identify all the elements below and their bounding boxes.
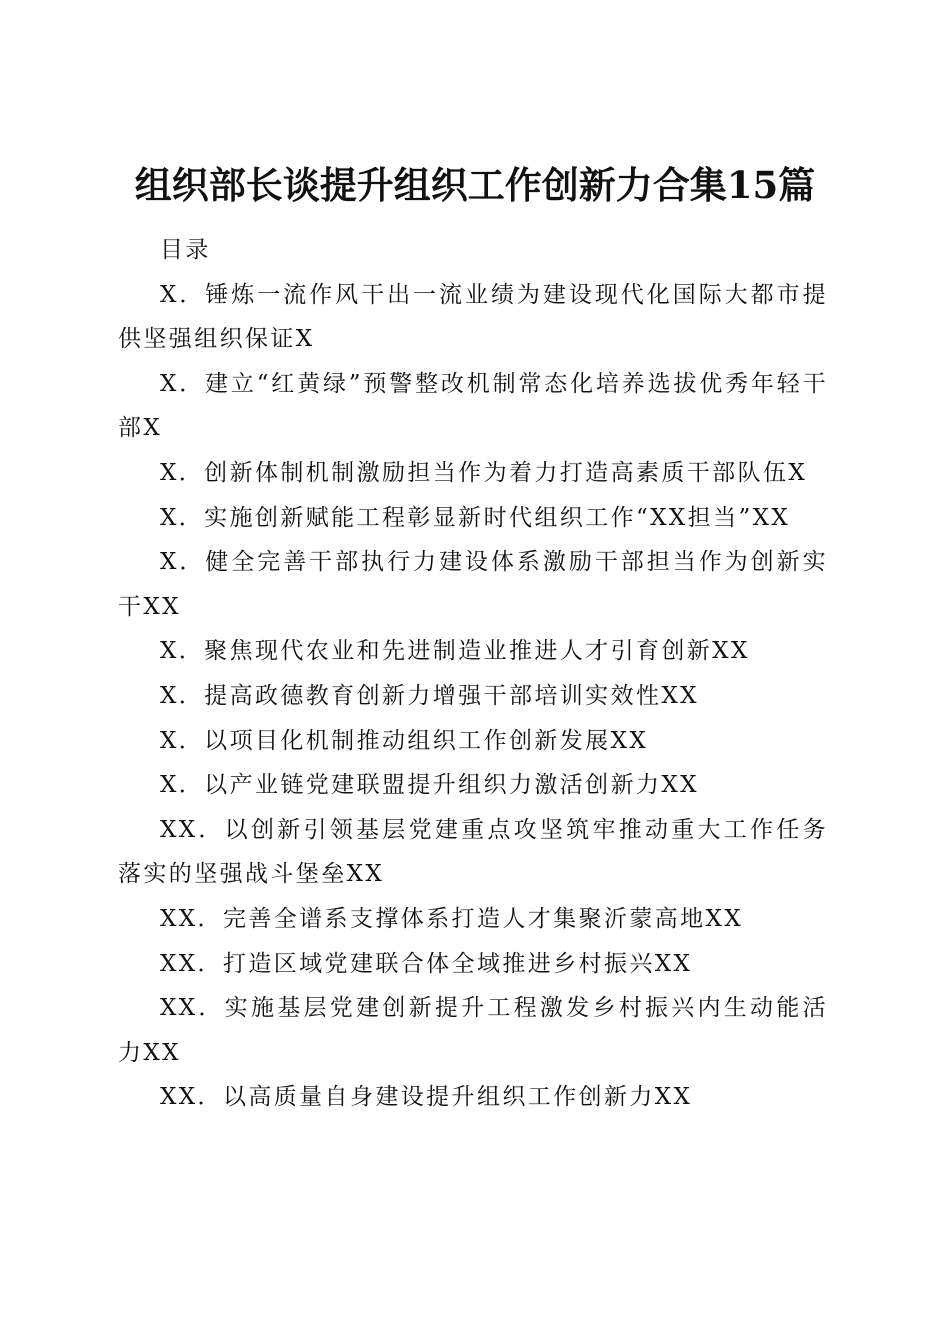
toc-item: X．以项目化机制推动组织工作创新发展XX	[160, 727, 649, 754]
toc-item: XX．完善全谱系支撑体系打造人才集聚沂蒙高地XX	[160, 905, 744, 932]
toc-item: XX．打造区域党建联合体全域推进乡村振兴XX	[160, 950, 693, 977]
toc-item: X．锤炼一流作风干出一流业绩为建设现代化国际大都市提供坚强组织保证X	[118, 281, 828, 353]
toc-item: XX．以创新引领基层党建重点攻坚筑牢推动重大工作任务落实的坚强战斗堡垒XX	[118, 816, 828, 888]
toc-item: X．建立“红黄绿”预警整改机制常态化培养选拔优秀年轻干部X	[118, 370, 828, 442]
toc-item: X．实施创新赋能工程彰显新时代组织工作“XX担当”XX	[160, 504, 791, 531]
toc-item: XX．以高质量自身建设提升组织工作创新力XX	[160, 1084, 693, 1111]
toc-item: X．健全完善干部执行力建设体系激励干部担当作为创新实干XX	[118, 549, 828, 620]
toc-heading: 目录	[160, 237, 211, 263]
document-title: 组织部长谈提升组织工作创新力合集15篇	[134, 162, 816, 207]
toc-item: X．以产业链党建联盟提升组织力激活创新力XX	[160, 772, 699, 799]
toc-item: XX．实施基层党建创新提升工程激发乡村振兴内生动能活力XX	[118, 995, 828, 1066]
toc-item: X．提高政德教育创新力增强干部培训实效性XX	[160, 682, 699, 709]
toc-item: X．创新体制机制激励担当作为着力打造高素质干部队伍X	[160, 459, 808, 486]
table-of-contents	[118, 228, 828, 1120]
toc-item: X．聚焦现代农业和先进制造业推进人才引育创新XX	[160, 638, 750, 665]
